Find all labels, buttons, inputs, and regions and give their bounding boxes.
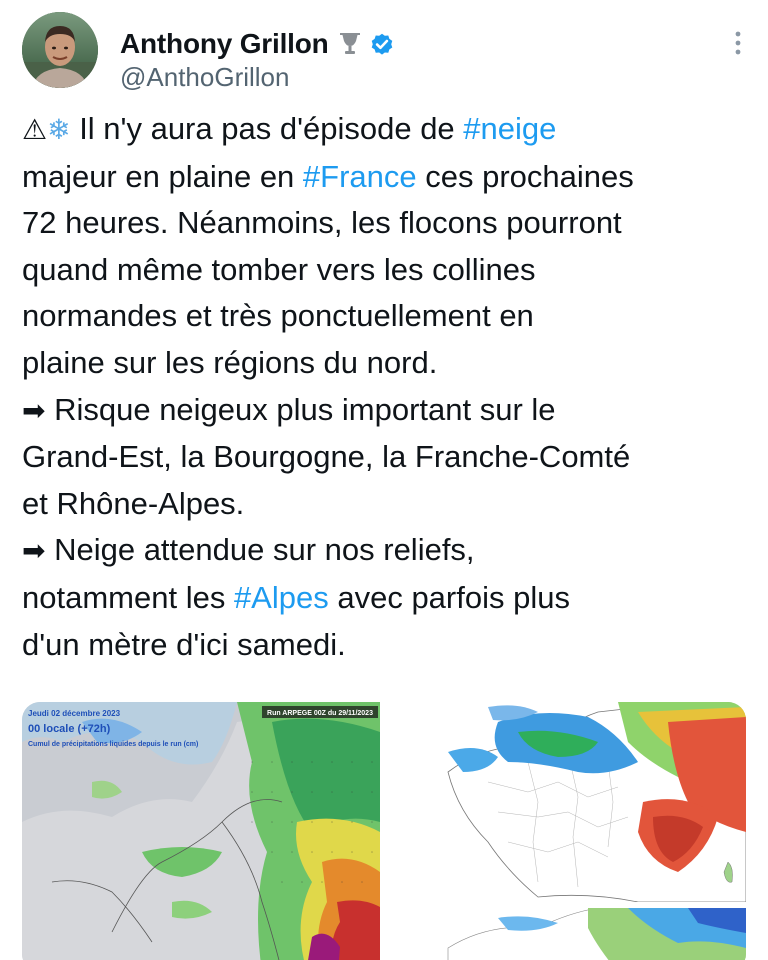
map-hour-label: 00 locale (+72h) [28,723,111,735]
precipitation-map-image [22,702,380,960]
tweet-text-segment: ces prochaines 72 heures. Néanmoins, les flocons pourront quand même tomber vers les collines normandes et très ponctuellement en plaine sur les régions du nord. [22,158,634,380]
tweet-text-segment: avec parfois plus d'un mètre d'ici samedi. [22,579,570,662]
hashtag-link[interactable]: #France [302,158,417,194]
media-image-right-bottom[interactable] [388,908,746,960]
more-icon[interactable] [734,30,742,56]
map-field-label: Cumul de précipitations liquides depuis le run (cm) [28,741,199,748]
tweet-text-segment: majeur en plaine en [22,158,295,194]
name-row [120,26,395,62]
emoji-glyph: ❄ [47,113,71,146]
media-grid [22,702,746,960]
display-name[interactable]: Anthony Grillon [120,28,329,59]
tweet-text [22,106,758,668]
tweet-header [22,12,752,92]
avatar-photo [22,12,98,88]
map-date-label: Jeudi 02 décembre 2023 [28,709,121,718]
verified-icon [369,31,395,57]
emoji-glyph: ➡ [22,534,46,568]
media-image-left[interactable] [22,702,380,960]
hashtag-link[interactable]: #neige [463,111,557,146]
tweet-text-segment: Il n'y aura pas d'épisode de [70,111,464,146]
trophy-icon [339,31,361,57]
media-image-right-top[interactable] [388,702,746,902]
snow-map-image [388,702,746,902]
snow-map-image-2 [388,908,746,960]
emoji-glyph: ⚠ [22,113,48,146]
map-run-label: Run ARPEGE 00Z du 29/11/2023 [267,710,373,717]
emoji-glyph: ➡ [22,393,46,427]
tweet-text-segment: Risque neigeux plus important sur le Grand-Est, la Bourgogne, la Franche-Comté et Rhône-Alpes. [22,391,631,521]
handle[interactable]: @AnthoGrillon [120,62,290,92]
hashtag-link[interactable]: #Alpes [233,579,329,615]
avatar[interactable] [22,12,98,88]
tweet-text-segment: Neige attendue sur nos reliefs, notamment les [22,532,475,615]
